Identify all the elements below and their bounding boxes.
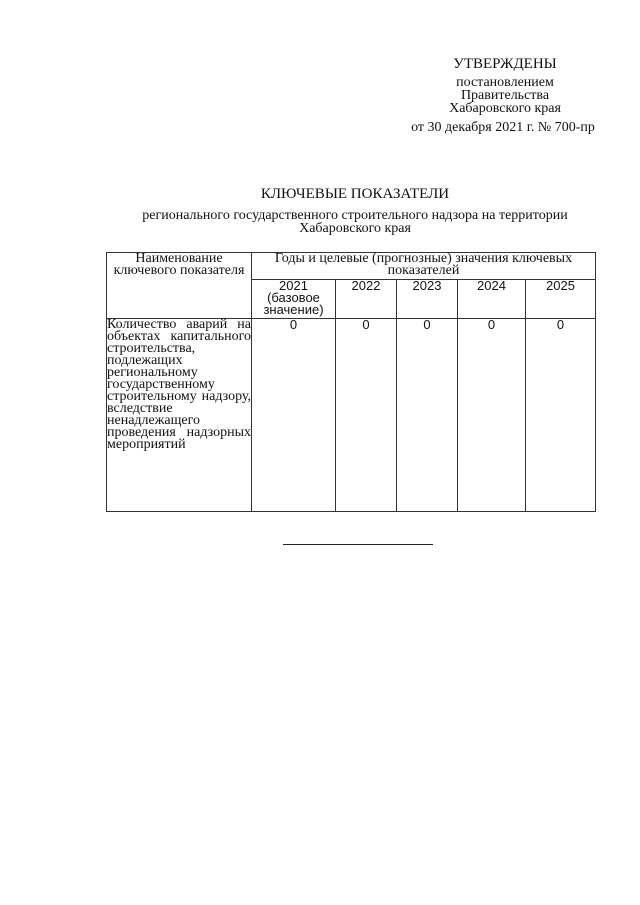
year-note: (базовое значение)	[263, 290, 324, 317]
year-header-2023: 2023	[397, 280, 458, 319]
col-header-years: Годы и целевые (прогнозные) значения ключевых показателей	[252, 253, 596, 280]
year-header-2025: 2025	[526, 280, 596, 319]
approval-heading: УТВЕРЖДЕНЫ	[453, 56, 557, 72]
value-2025: 0	[526, 319, 596, 512]
approval-line-2: Правительства	[460, 88, 550, 103]
title-main: КЛЮЧЕВЫЕ ПОКАЗАТЕЛИ	[260, 186, 450, 202]
approval-date: от 30 декабря 2021 г. № 700-пр	[411, 120, 595, 135]
table-row	[107, 319, 596, 512]
approval-line-1: постановлением	[456, 75, 554, 90]
value-2021: 0	[252, 319, 336, 512]
title-subtitle: регионального государственного строительного надзора на территории Хабаровского края	[142, 208, 568, 236]
year-label: 2021	[279, 278, 308, 293]
indicators-table	[106, 252, 596, 512]
closing-rule	[283, 544, 433, 545]
year-header-2021	[252, 280, 336, 319]
col-header-name: Наименование ключевого показателя	[107, 253, 252, 319]
indicator-name: Количество аварий на объектах капитального строительства, подлежащих региональному государственному строительному надзору, вследствие ненадлежащего проведения надзорных мероприятий	[107, 319, 252, 512]
year-header-2024: 2024	[458, 280, 526, 319]
document-title	[100, 188, 610, 235]
value-2024: 0	[458, 319, 526, 512]
approval-block	[400, 58, 610, 134]
value-2022: 0	[336, 319, 397, 512]
year-header-2022: 2022	[336, 280, 397, 319]
approval-line-3: Хабаровского края	[449, 101, 561, 116]
value-2023: 0	[397, 319, 458, 512]
